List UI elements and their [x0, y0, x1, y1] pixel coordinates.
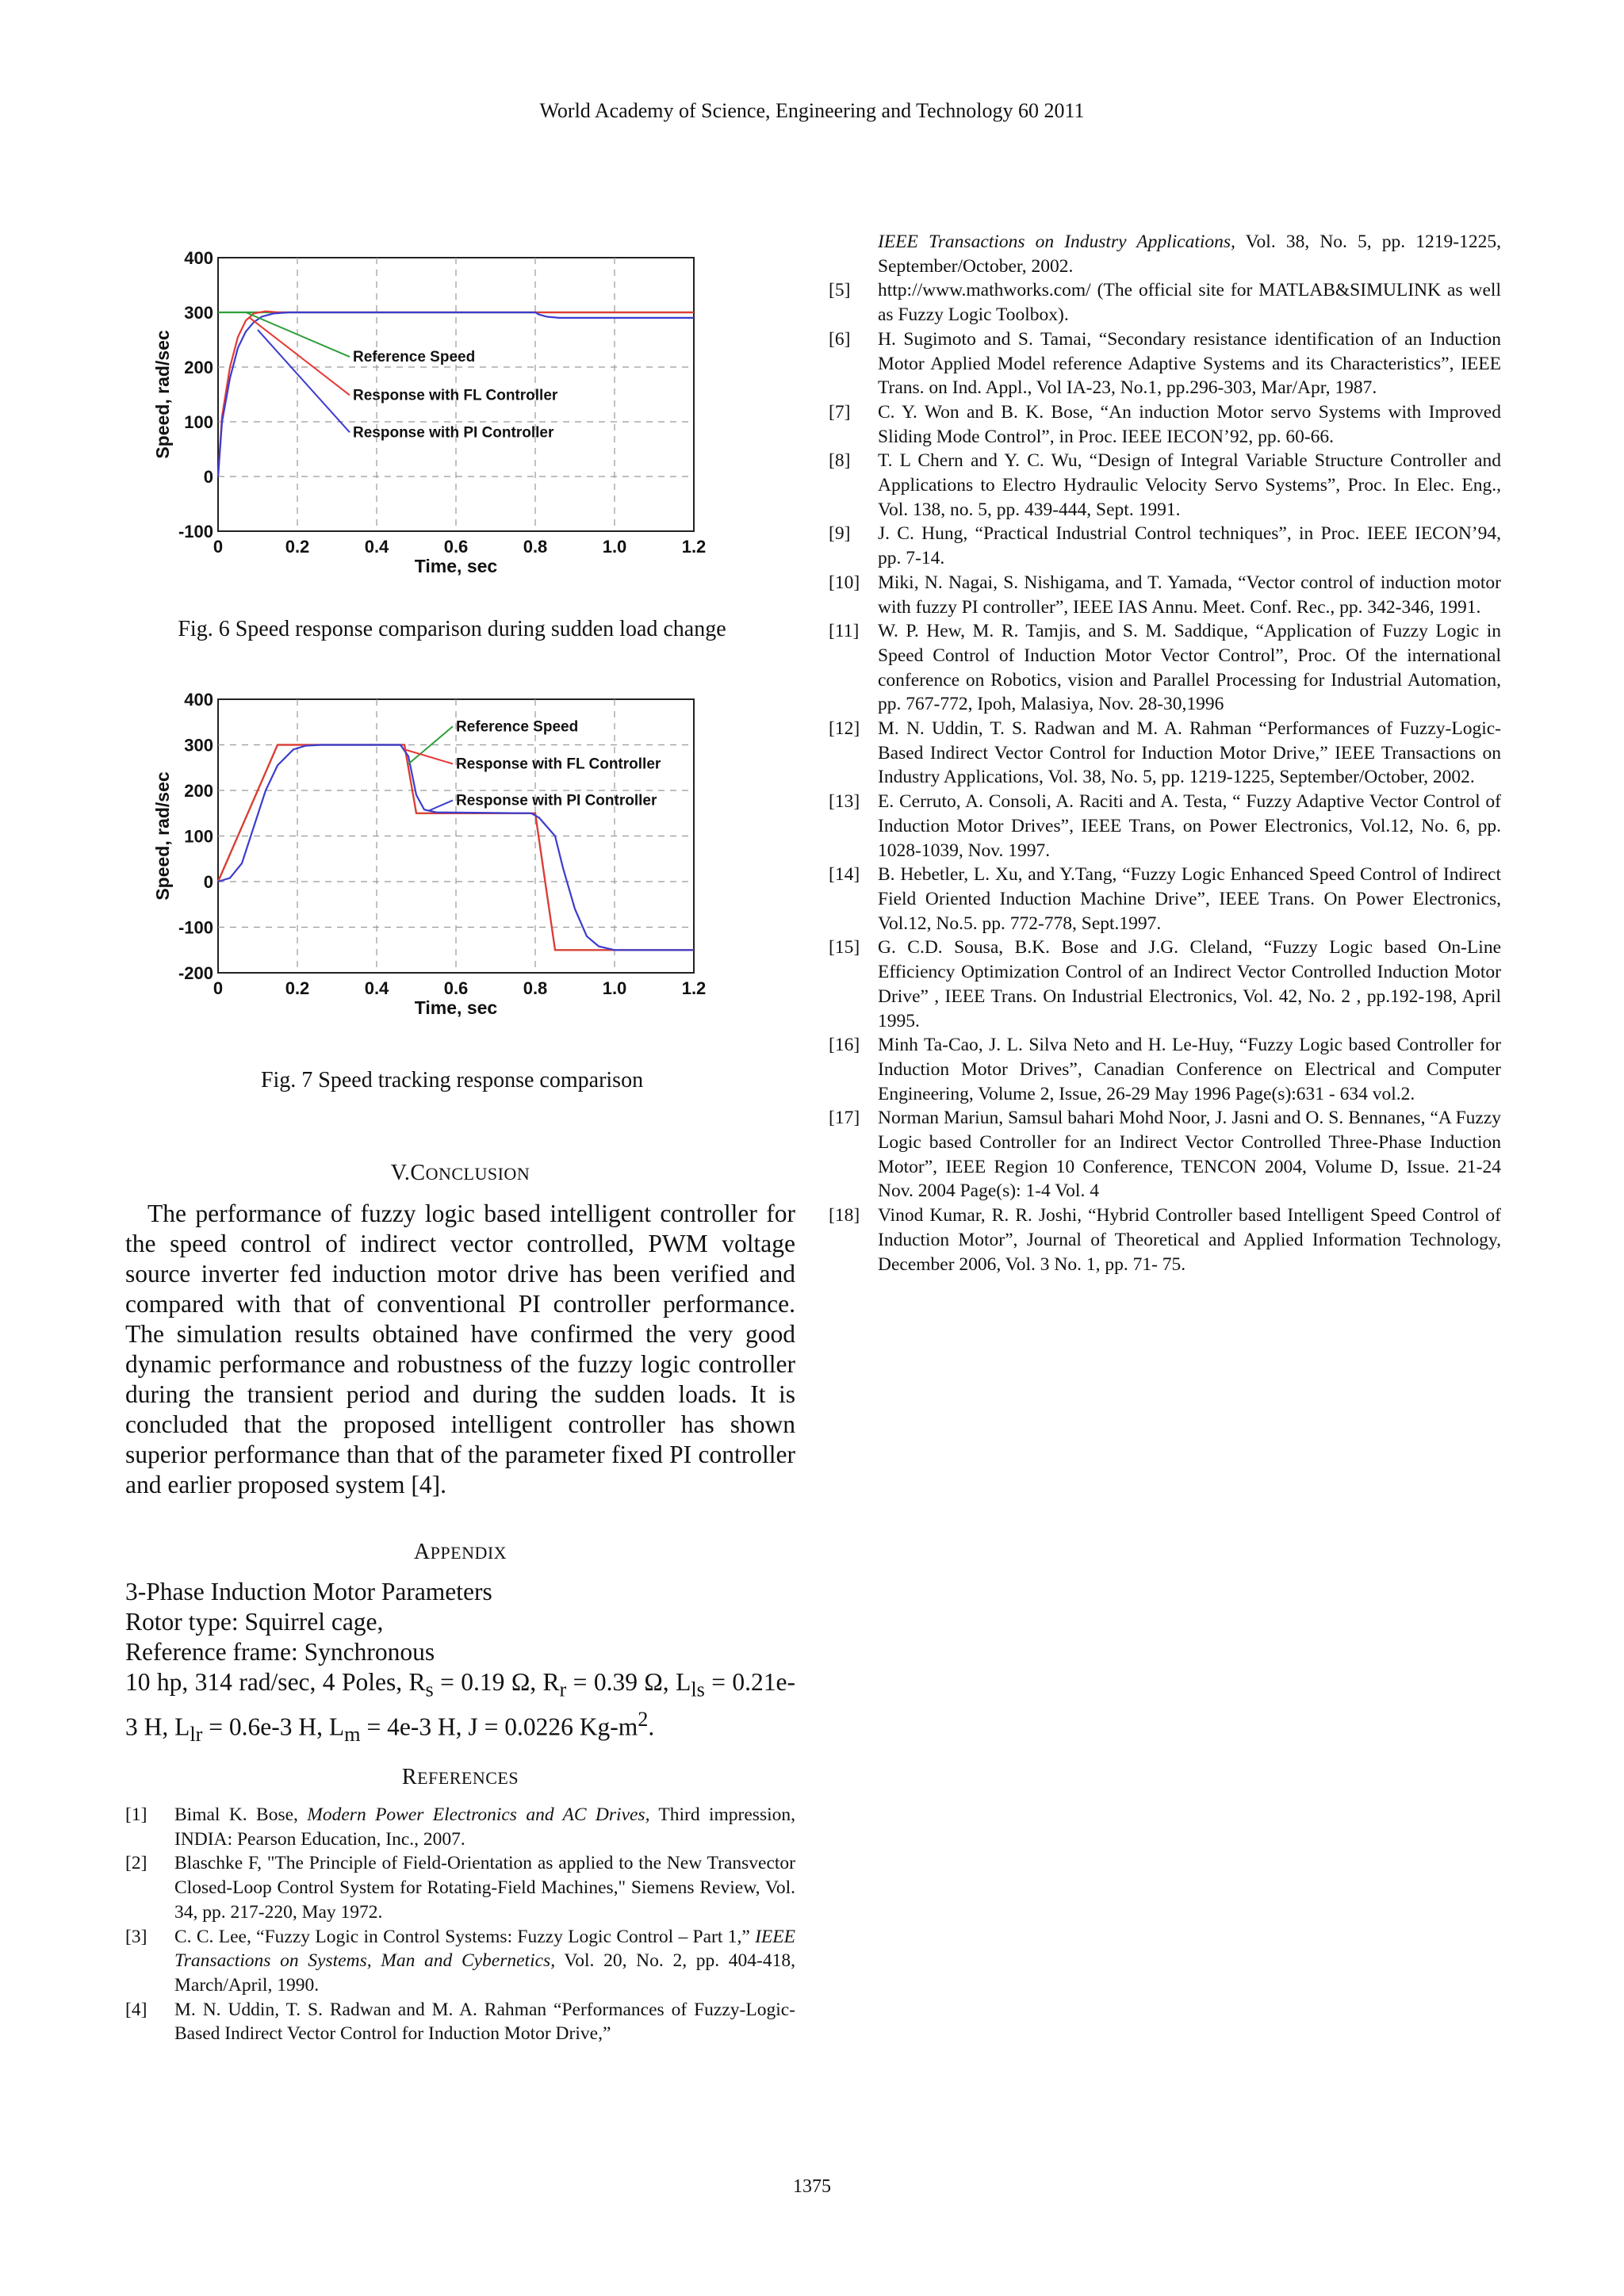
- reference-4: [4] M. N. Uddin, T. S. Radwan and M. A. Rahman “Performances of Fuzzy-Logic-Based Indirect Vector Control for Induction Motor Drive,”: [125, 1999, 795, 2045]
- appendix-parameters: 10 hp, 314 rad/sec, 4 Poles, $R_s = 0.19$ Ω, $R_r = 0.39$ Ω, $L_{ls} = 0.21e-3$ H, $L_{lr} = 0.6e-3$ H, $L_m = 4e-3$ H, J = 0.0226 $Kg-m^2$.: [125, 1668, 795, 1747]
- reference-16: [16] Minh Ta-Cao, J. L. Silva Neto and H. Le-Huy, “Fuzzy Logic based Controller for Induction Motor Drives”, Canadian Conference on Electrical and Computer Engineering, Volume 2, Issue, 26-29 May 1996 Page(s):631 - 634 vol.2.: [829, 1035, 1501, 1104]
- reference-5: [5] http://www.mathworks.com/ (The official site for MATLAB&SIMULINK as well as Fuzzy Logic Toolbox).: [829, 280, 1501, 326]
- appendix-heading: [125, 1540, 795, 1565]
- x-tick-label: 0.8: [523, 537, 548, 557]
- reference-18: [18] Vinod Kumar, R. R. Joshi, “Hybrid Controller based Intelligent Speed Control of Induction Motor”, Journal of Theoretical and Applied Information Technology, December 2006, Vol. 3 No. 1, pp. 71- 75.: [829, 1205, 1501, 1275]
- y-tick-label: 200: [184, 358, 213, 377]
- x-tick-label: 0.2: [285, 978, 310, 998]
- fig6-caption: Fig. 6 Speed response comparison during sudden load change: [178, 617, 726, 641]
- reference-14: [14] B. Hebetler, L. Xu, and Y.Tang, “Fuzzy Logic Enhanced Speed Control of Indirect Field Oriented Induction Machine Drive”, IEEE Trans. On Power Electronics, Vol.12, No.5. pp. 772-778, Sept.1997.: [829, 864, 1501, 934]
- x-axis-label: Time, sec: [414, 997, 498, 1018]
- x-tick-label: 0: [213, 537, 224, 557]
- reference-1: [1] Bimal K. Bose, Modern Power Electronics and AC Drives, Third impression, INDIA: Pearson Education, Inc., 2007.: [125, 1804, 795, 1850]
- y-tick-label: 100: [184, 412, 213, 432]
- fig6-plot: [152, 248, 706, 576]
- appendix-body: [125, 1577, 795, 1750]
- reference-12: [12] M. N. Uddin, T. S. Radwan and M. A. Rahman “Performances of Fuzzy-Logic-Based Indirect Vector Control for Induction Motor Drive,” IEEE Transactions on Industry Applications, Vol. 38, No. 5, pp. 1219-1225, September/October, 2002.: [829, 718, 1501, 788]
- y-tick-label: 400: [184, 248, 213, 268]
- reference-7: [7] C. Y. Won and B. K. Bose, “An induction Motor servo Systems with Improved Sliding Mode Control”, in Proc. IEEE IECON’92, pp. 60-66.: [829, 401, 1501, 447]
- y-tick-label: 300: [184, 735, 213, 756]
- conclusion-text: The performance of fuzzy logic based intelligent controller for the speed control of indirect vector controlled, PWM voltage source inverter fed induction motor drive has been verified and compared with that of conventional PI controller performance. The simulation results obtained have confirmed the very good dynamic performance and robustness of the fuzzy logic controller during the transient period and during the sudden loads. It is concluded that the proposed intelligent controller has shown superior performance than that of the parameter fixed PI controller and earlier proposed system [4].: [125, 1200, 795, 1498]
- annotation-label: Reference Speed: [456, 718, 579, 736]
- y-tick-label: 400: [184, 690, 213, 710]
- x-axis-label: Time, sec: [414, 556, 498, 576]
- conclusion-heading: [125, 1161, 795, 1186]
- appendix-line-1: 3-Phase Induction Motor Parameters: [125, 1578, 492, 1605]
- y-tick-label: -100: [178, 522, 213, 541]
- references-title-first: R: [401, 1765, 418, 1789]
- annotation-label: Response with PI Controller: [353, 424, 554, 442]
- y-tick-label: 300: [184, 303, 213, 323]
- x-tick-label: 0.6: [443, 978, 469, 998]
- reference-10: [10] Miki, N. Nagai, S. Nishigama, and T. Yamada, “Vector control of induction motor with fuzzy PI controller”, IEEE IAS Annu. Meet. Conf. Rec., pp. 342-346, 1991.: [829, 572, 1501, 618]
- x-tick-label: 0.4: [364, 978, 389, 998]
- annotation-label: Response with PI Controller: [456, 792, 657, 809]
- x-tick-label: 0: [213, 978, 224, 998]
- page-number: 1375: [793, 2176, 831, 2197]
- x-tick-label: 0.6: [443, 537, 469, 557]
- reference-3: [3] C. C. Lee, “Fuzzy Logic in Control Systems: Fuzzy Logic Control – Part 1,” IEEE Transactions on Systems, Man and Cybernetics, Vol. 20, No. 2, pp. 404-418, March/April, 1990.: [125, 1926, 796, 1996]
- appendix-line-3: Reference frame: Synchronous: [125, 1638, 435, 1666]
- conclusion-num: V.: [390, 1161, 411, 1185]
- running-header: World Academy of Science, Engineering and Technology 60 2011: [539, 99, 1085, 122]
- fig6-chart: [147, 242, 749, 583]
- fig7-plot: [152, 690, 706, 1018]
- reference-8: [8] T. L Chern and Y. C. Wu, “Design of Integral Variable Structure Controller and Applications to Electro Hydraulic Velocity Servo Systems”, Proc. In Elec. Eng., Vol. 138, no. 5, pp. 439-444, Sept. 1991.: [829, 450, 1501, 520]
- annotation-label: Response with FL Controller: [456, 756, 661, 773]
- references-right: [829, 230, 1501, 1276]
- x-tick-label: 1.2: [681, 978, 707, 998]
- x-tick-label: 1.2: [681, 537, 707, 557]
- fig7-chart: [147, 683, 749, 1024]
- y-tick-label: 0: [203, 872, 213, 892]
- reference-6: [6] H. Sugimoto and S. Tamai, “Secondary resistance identification of an Induction Motor Applied Model reference Adaptive Systems and its Characteristics”, IEEE Trans. on Ind. Appl., Vol IA-23, No.1, pp.296-303, Mar/Apr, 1987.: [829, 328, 1501, 399]
- appendix-line-2: Rotor type: Squirrel cage,: [125, 1608, 384, 1636]
- y-axis-label: Speed, rad/sec: [152, 330, 173, 459]
- reference-4-continued: IEEE Transactions on Industry Applications, Vol. 38, No. 5, pp. 1219-1225, September/October, 2002.: [878, 232, 1501, 277]
- reference-15: [15] G. C.D. Sousa, B.K. Bose and J.G. Cleland, “Fuzzy Logic based On-Line Efficiency Optimization Control of an Indirect Vector Controlled Induction Motor Drive” , IEEE Trans. On Industrial Electronics, Vol. 42, No. 2 , pp.192-198, April 1995.: [829, 937, 1501, 1031]
- reference-2: [2] Blaschke F, "The Principle of Field-Orientation as applied to the New Transvector Closed-Loop Control System for Rotating-Field Machines," Siemens Review, Vol. 34, pp. 217-220, May 1972.: [125, 1853, 795, 1923]
- fig7-caption: Fig. 7 Speed tracking response comparison: [260, 1068, 644, 1093]
- y-tick-label: -200: [178, 963, 213, 983]
- y-tick-label: 200: [184, 781, 213, 801]
- annotation-label: Reference Speed: [353, 349, 476, 366]
- reference-17: [17] Norman Mariun, Samsul bahari Mohd Noor, J. Jasni and O. S. Bennanes, “A Fuzzy Logic based Controller for an Indirect Vector Controlled Three-Phase Induction Motor”, IEEE Region 10 Conference, TENCON 2004, Volume D, Issue. 21-24 Nov. 2004 Page(s): 1-4 Vol. 4: [829, 1108, 1501, 1202]
- references-right-list: [829, 278, 1501, 1276]
- y-axis-label: Speed, rad/sec: [152, 771, 173, 901]
- x-tick-label: 1.0: [602, 537, 627, 557]
- appendix-title-rest: PPENDIX: [430, 1543, 508, 1563]
- y-tick-label: -100: [178, 917, 213, 938]
- x-tick-label: 0.8: [523, 978, 548, 998]
- references-left: [125, 1803, 795, 2046]
- y-tick-label: 0: [203, 467, 213, 487]
- annotation-label: Response with FL Controller: [353, 387, 558, 404]
- y-tick-label: 100: [184, 826, 213, 847]
- x-tick-label: 1.0: [602, 978, 627, 998]
- conclusion-title-first: C: [410, 1161, 426, 1185]
- conclusion-title-rest: ONCLUSION: [425, 1164, 530, 1184]
- x-tick-label: 0.2: [285, 537, 310, 557]
- reference-9: [9] J. C. Hung, “Practical Industrial Control techniques”, in Proc. IEEE IECON’94, pp. 7-14.: [829, 523, 1501, 569]
- x-tick-label: 0.4: [364, 537, 389, 557]
- references-title-rest: EFERENCES: [417, 1768, 519, 1788]
- appendix-title-first: A: [413, 1540, 431, 1564]
- reference-13: [13] E. Cerruto, A. Consoli, A. Raciti and A. Testa, “ Fuzzy Adaptive Vector Control of Induction Motor Drives”, IEEE Trans, on Power Electronics, Vol.12, No. 6, pp. 1028-1039, Nov. 1997.: [829, 791, 1501, 861]
- references-heading: [125, 1765, 795, 1790]
- reference-11: [11] W. P. Hew, M. R. Tamjis, and S. M. Saddique, “Application of Fuzzy Logic in Speed Control of Induction Motor Vector Control”, Proc. Of the international conference on Robotics, vision and Parallel Processing for Industrial Automation, pp. 767-772, Ipoh, Malasiya, Nov. 28-30,1996: [829, 621, 1501, 715]
